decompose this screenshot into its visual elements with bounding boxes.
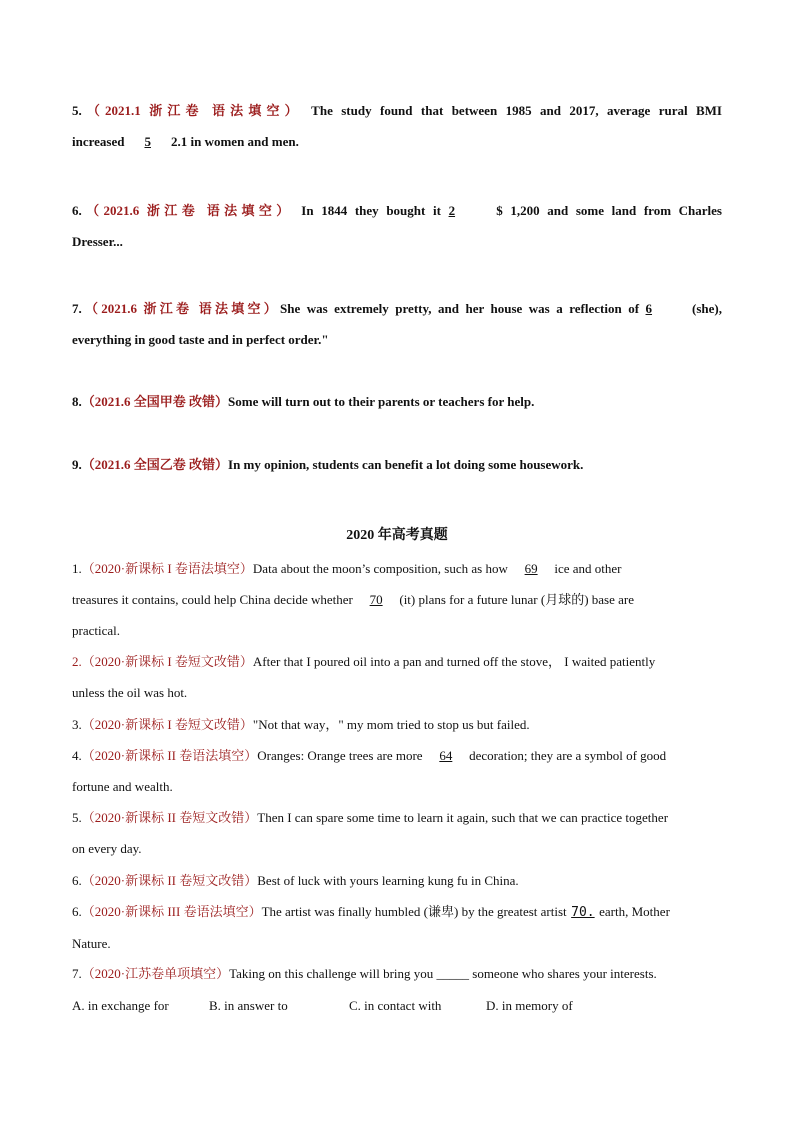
answer-blank: 70 — [369, 592, 383, 607]
question-source: （2021.6 浙江卷 语法填空） — [81, 301, 280, 316]
question-number: 1. — [72, 561, 82, 576]
answer-blank: 5 — [144, 134, 151, 149]
question-2021-6: 6.（2021.6 浙江卷 语法填空） In 1844 they bought it 2 $ 1,200 and some land from Charles Dresser... — [72, 195, 722, 257]
question-source: （2020·江苏卷单项填空） — [81, 966, 230, 981]
question-source: （2021.1 浙江卷 语法填空） — [81, 103, 303, 118]
question-number: 6. — [72, 203, 82, 218]
question-source: （2020·新课标 I 卷语法填空） — [81, 561, 253, 576]
answer-blank: 2 — [448, 203, 456, 218]
answer-blank: 64 — [439, 748, 453, 763]
question-2020-6a: 6.（2020·新课标 II 卷短文改错）Best of luck with yours learning kung fu in China. — [72, 873, 519, 888]
question-source: （2021.6 全国乙卷 改错） — [81, 457, 229, 472]
option-d: D. in memory of — [486, 998, 573, 1013]
answer-blank: 69 — [524, 561, 538, 576]
option-c: C. in contact with — [349, 998, 442, 1013]
question-source: （2021.6 浙江卷 语法填空） — [81, 203, 294, 218]
question-2020-6b: 6.（2020·新课标 III 卷语法填空）The artist was finally humbled (谦卑) by the greatest artist 70. earth, Mother Nature. — [72, 896, 722, 959]
question-2020-1: 1.（2020·新课标 I 卷语法填空）Data about the moon’s composition, such as how 69 ice and other treasures it contains, could help China decide whether 70 (it) plans for a future lunar (月球的) base are practical. — [72, 553, 722, 646]
question-2021-8: 8.（2021.6 全国甲卷 改错）Some will turn out to their parents or teachers for help. — [72, 394, 535, 409]
question-number: 9. — [72, 457, 82, 472]
answer-blank: 70. — [571, 905, 595, 920]
question-source: （2020·新课标 III 卷语法填空） — [81, 904, 262, 919]
question-number: 2. — [72, 654, 82, 669]
question-number: 6. — [72, 873, 82, 888]
option-b: B. in answer to — [209, 998, 288, 1013]
question-source: （2020·新课标 II 卷语法填空） — [81, 748, 258, 763]
section-heading-2020: 2020 年高考真题 — [346, 528, 448, 543]
question-source: （2020·新课标 I 卷短文改错） — [81, 717, 253, 732]
question-2020-7: 7.（2020·江苏卷单项填空）Taking on this challenge will bring you _____ someone who shares your interests. — [72, 966, 657, 981]
question-number: 7. — [72, 301, 82, 316]
question-source: （2020·新课标 I 卷短文改错） — [81, 654, 253, 669]
question-2020-2: 2.（2020·新课标 I 卷短文改错）After that I poured oil into a pan and turned off the stove， I waited patiently unless the oil was hot. — [72, 654, 656, 700]
question-number: 5. — [72, 810, 82, 825]
question-2021-7: 7.（2021.6 浙江卷 语法填空）She was extremely pretty, and her house was a reflection of 6 (she), everything in good taste and in perfect order." — [72, 293, 722, 355]
question-number: 3. — [72, 717, 82, 732]
question-number: 4. — [72, 748, 82, 763]
question-number: 5. — [72, 103, 82, 118]
question-number: 7. — [72, 966, 82, 981]
question-2021-9: 9.（2021.6 全国乙卷 改错）In my opinion, students can benefit a lot doing some housework. — [72, 457, 584, 472]
question-source: （2020·新课标 II 卷短文改错） — [81, 810, 258, 825]
question-2020-3: 3.（2020·新课标 I 卷短文改错）"Not that way，" my mom tried to stop us but failed. — [72, 717, 530, 732]
question-number: 8. — [72, 394, 82, 409]
question-2020-5: 5.（2020·新课标 II 卷短文改错）Then I can spare some time to learn it again, such that we can practice together on every day. — [72, 810, 669, 856]
question-source: （2020·新课标 II 卷短文改错） — [81, 873, 258, 888]
option-a: A. in exchange for — [72, 998, 169, 1013]
question-2021-5: 5.（2021.1 浙江卷 语法填空） The study found that between 1985 and 2017, average rural BMI increased 5 2.1 in women and men. — [72, 95, 722, 157]
question-number: 6. — [72, 904, 82, 919]
question-2020-4: 4.（2020·新课标 II 卷语法填空）Oranges: Orange trees are more 64 decoration; they are a symbol of good fortune and wealth. — [72, 740, 722, 802]
answer-blank: 6 — [645, 301, 653, 316]
question-source: （2021.6 全国甲卷 改错） — [81, 394, 229, 409]
